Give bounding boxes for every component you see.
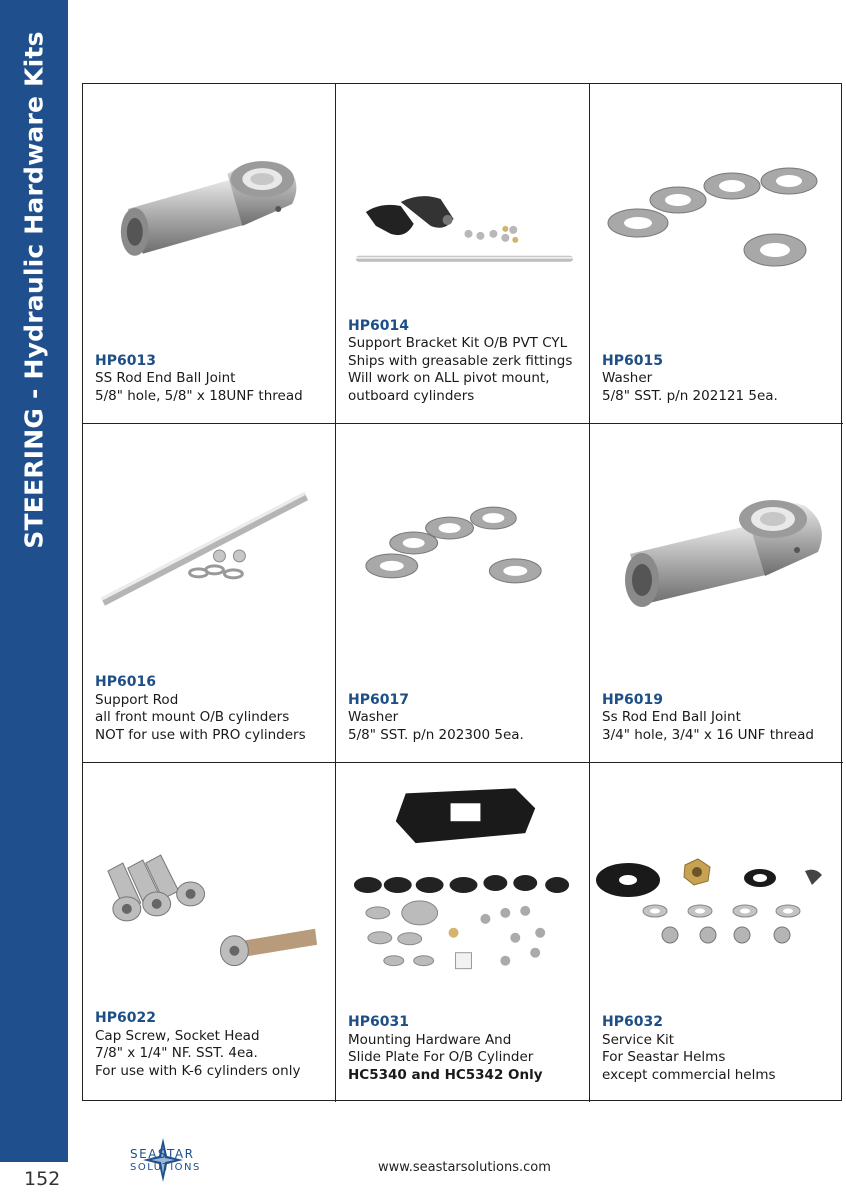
product-grid <box>82 83 842 1101</box>
section-title: STEERING - Hydraulic Hardware Kits <box>19 31 49 549</box>
product-desc-line: 7/8" x 1/4" NF. SST. 4ea. <box>95 1045 258 1061</box>
product-cell <box>83 763 336 1102</box>
product-desc-line: outboard cylinders <box>348 387 475 404</box>
rod-end-ball-joint-image <box>590 424 843 654</box>
service-kit-image <box>590 763 843 993</box>
product-text <box>95 674 306 744</box>
page-number-box <box>0 1162 68 1200</box>
product-desc-line: 5/8" SST. p/n 202121 5ea. <box>602 387 778 404</box>
product-desc-line: 3/4" hole, 3/4" x 16 UNF thread <box>602 726 814 743</box>
product-desc-line: NOT for use with PRO cylinders <box>95 726 306 743</box>
product-text <box>602 353 778 406</box>
product-cell <box>83 84 336 424</box>
product-desc-line: Support Rod <box>95 691 179 708</box>
product-desc-line: Service Kit <box>602 1031 675 1048</box>
support-rod-image <box>83 424 335 654</box>
product-cell <box>590 424 843 763</box>
product-desc-line: Will work on ALL pivot mount, <box>348 370 550 386</box>
product-text <box>348 1014 543 1084</box>
product-text <box>95 353 303 406</box>
product-desc-line: SS Rod End Ball Joint <box>95 370 236 386</box>
product-text <box>348 318 572 406</box>
product-desc-line: Mounting Hardware And <box>348 1031 512 1048</box>
logo-text-line2: SOLUTIONS <box>130 1162 201 1173</box>
product-desc-line: Cap Screw, Socket Head <box>95 1027 260 1044</box>
product-text <box>348 692 524 745</box>
product-text <box>602 1014 776 1084</box>
cap-screws-image <box>83 763 335 993</box>
page-number: 152 <box>24 1168 61 1190</box>
product-cell <box>83 424 336 763</box>
product-code: HP6015 <box>602 352 663 369</box>
product-desc-line: all front mount O/B cylinders <box>95 709 290 725</box>
product-cell <box>336 763 590 1102</box>
product-desc-line: Ships with greasable zerk fittings <box>348 352 573 369</box>
product-code: HP6016 <box>95 674 156 690</box>
rod-end-ball-joint-image <box>83 84 335 314</box>
product-code: HP6032 <box>602 1014 663 1030</box>
washers-image <box>590 84 843 314</box>
sidebar <box>0 0 68 1200</box>
product-cell <box>336 424 590 763</box>
product-cell <box>590 84 843 424</box>
product-desc-line: Ss Rod End Ball Joint <box>602 709 741 725</box>
product-code: HP6013 <box>95 352 156 369</box>
product-cell <box>590 763 843 1102</box>
product-desc-line: For Seastar Helms <box>602 1049 726 1065</box>
logo-text-line1: SEASTAR <box>130 1147 195 1161</box>
support-bracket-kit-image <box>336 84 589 314</box>
product-desc-line: Washer <box>602 370 653 386</box>
product-desc-bold-line: HC5340 and HC5342 Only <box>348 1066 543 1083</box>
product-desc-line: 5/8" SST. p/n 202300 5ea. <box>348 726 524 743</box>
product-cell <box>336 84 590 424</box>
footer-url: www.seastarsolutions.com <box>378 1160 551 1175</box>
product-text <box>95 1010 300 1080</box>
product-desc-line: Washer <box>348 709 399 725</box>
product-desc-line: except commercial helms <box>602 1066 776 1083</box>
product-code: HP6014 <box>348 317 409 334</box>
product-code: HP6019 <box>602 691 663 708</box>
product-code: HP6022 <box>95 1010 156 1026</box>
product-desc-line: Support Bracket Kit O/B PVT CYL <box>348 335 568 351</box>
product-desc-line: For use with K-6 cylinders only <box>95 1062 301 1079</box>
seastar-logo-icon <box>88 1136 238 1186</box>
product-code: HP6031 <box>348 1014 409 1030</box>
product-desc-line: Slide Plate For O/B Cylinder <box>348 1049 534 1065</box>
washers-image <box>336 424 589 654</box>
mounting-hardware-image <box>336 763 589 993</box>
product-text <box>602 692 814 745</box>
product-desc-line: 5/8" hole, 5/8" x 18UNF thread <box>95 387 303 404</box>
product-code: HP6017 <box>348 691 409 708</box>
